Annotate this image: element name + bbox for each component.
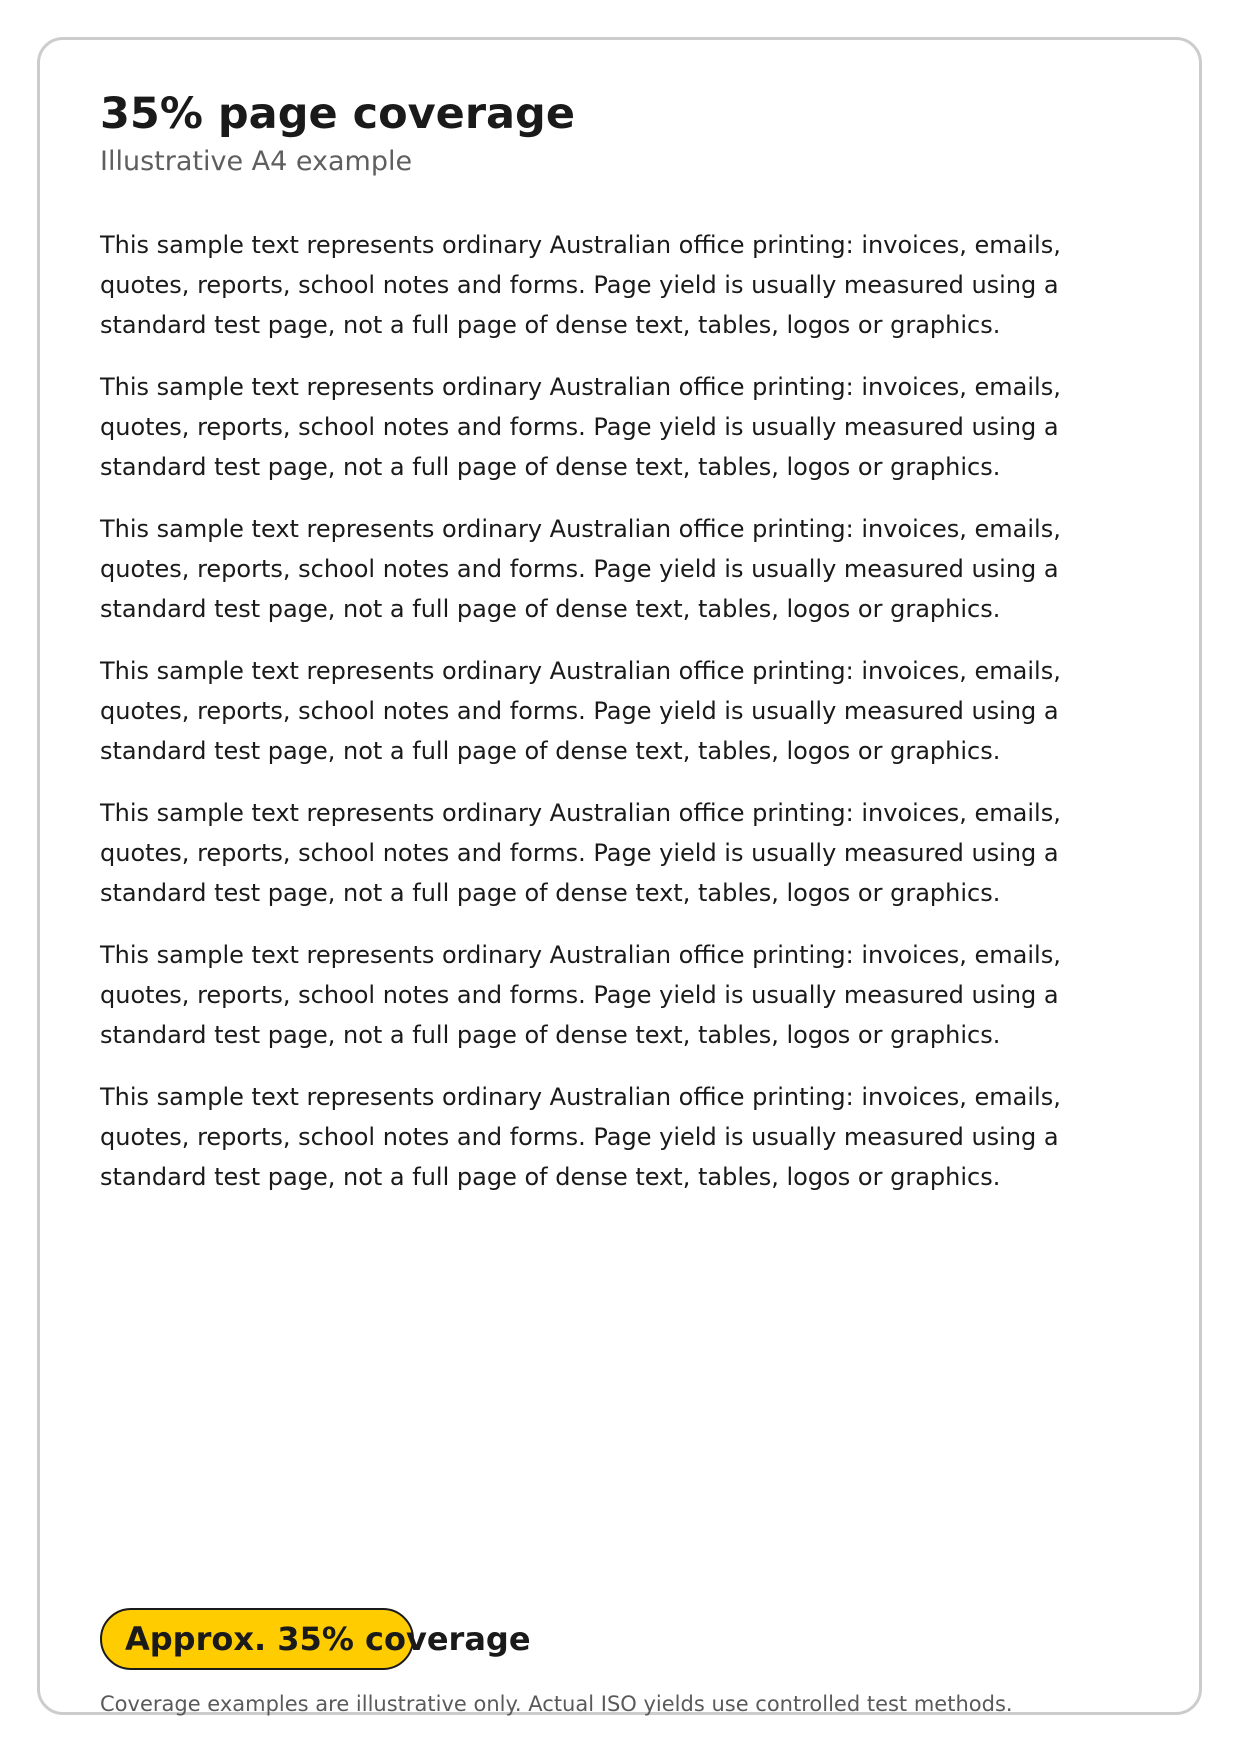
coverage-badge-label: Approx. 35% coverage xyxy=(125,1620,531,1658)
sample-paragraph: This sample text represents ordinary Australian office printing: invoices, emails, quotes, reports, school notes and forms. Page yield is usually measured using a standard test page, not a full page of dense text, tables, logos or graphics. xyxy=(100,657,1061,765)
sample-paragraph: This sample text represents ordinary Australian office printing: invoices, emails, quotes, reports, school notes and forms. Page yield is usually measured using a standard test page, not a full page of dense text, tables, logos or graphics. xyxy=(100,941,1061,1049)
sample-paragraph: This sample text represents ordinary Australian office printing: invoices, emails, quotes, reports, school notes and forms. Page yield is usually measured using a standard test page, not a full page of dense text, tables, logos or graphics. xyxy=(100,515,1061,623)
sample-paragraph: This sample text represents ordinary Australian office printing: invoices, emails, quotes, reports, school notes and forms. Page yield is usually measured using a standard test page, not a full page of dense text, tables, logos or graphics. xyxy=(100,1083,1061,1191)
sample-paragraph: This sample text represents ordinary Australian office printing: invoices, emails, quotes, reports, school notes and forms. Page yield is usually measured using a standard test page, not a full page of dense text, tables, logos or graphics. xyxy=(100,799,1061,907)
page-subtitle: Illustrative A4 example xyxy=(100,146,413,177)
page-title: 35% page coverage xyxy=(100,89,575,139)
sample-paragraph: This sample text represents ordinary Australian office printing: invoices, emails, quotes, reports, school notes and forms. Page yield is usually measured using a standard test page, not a full page of dense text, tables, logos or graphics. xyxy=(100,373,1061,481)
sample-paragraph: This sample text represents ordinary Australian office printing: invoices, emails, quotes, reports, school notes and forms. Page yield is usually measured using a standard test page, not a full page of dense text, tables, logos or graphics. xyxy=(100,231,1061,339)
sample-text-block xyxy=(100,225,1140,1219)
footnote: Coverage examples are illustrative only. Actual ISO yields use controlled test methods. xyxy=(100,1692,1013,1716)
